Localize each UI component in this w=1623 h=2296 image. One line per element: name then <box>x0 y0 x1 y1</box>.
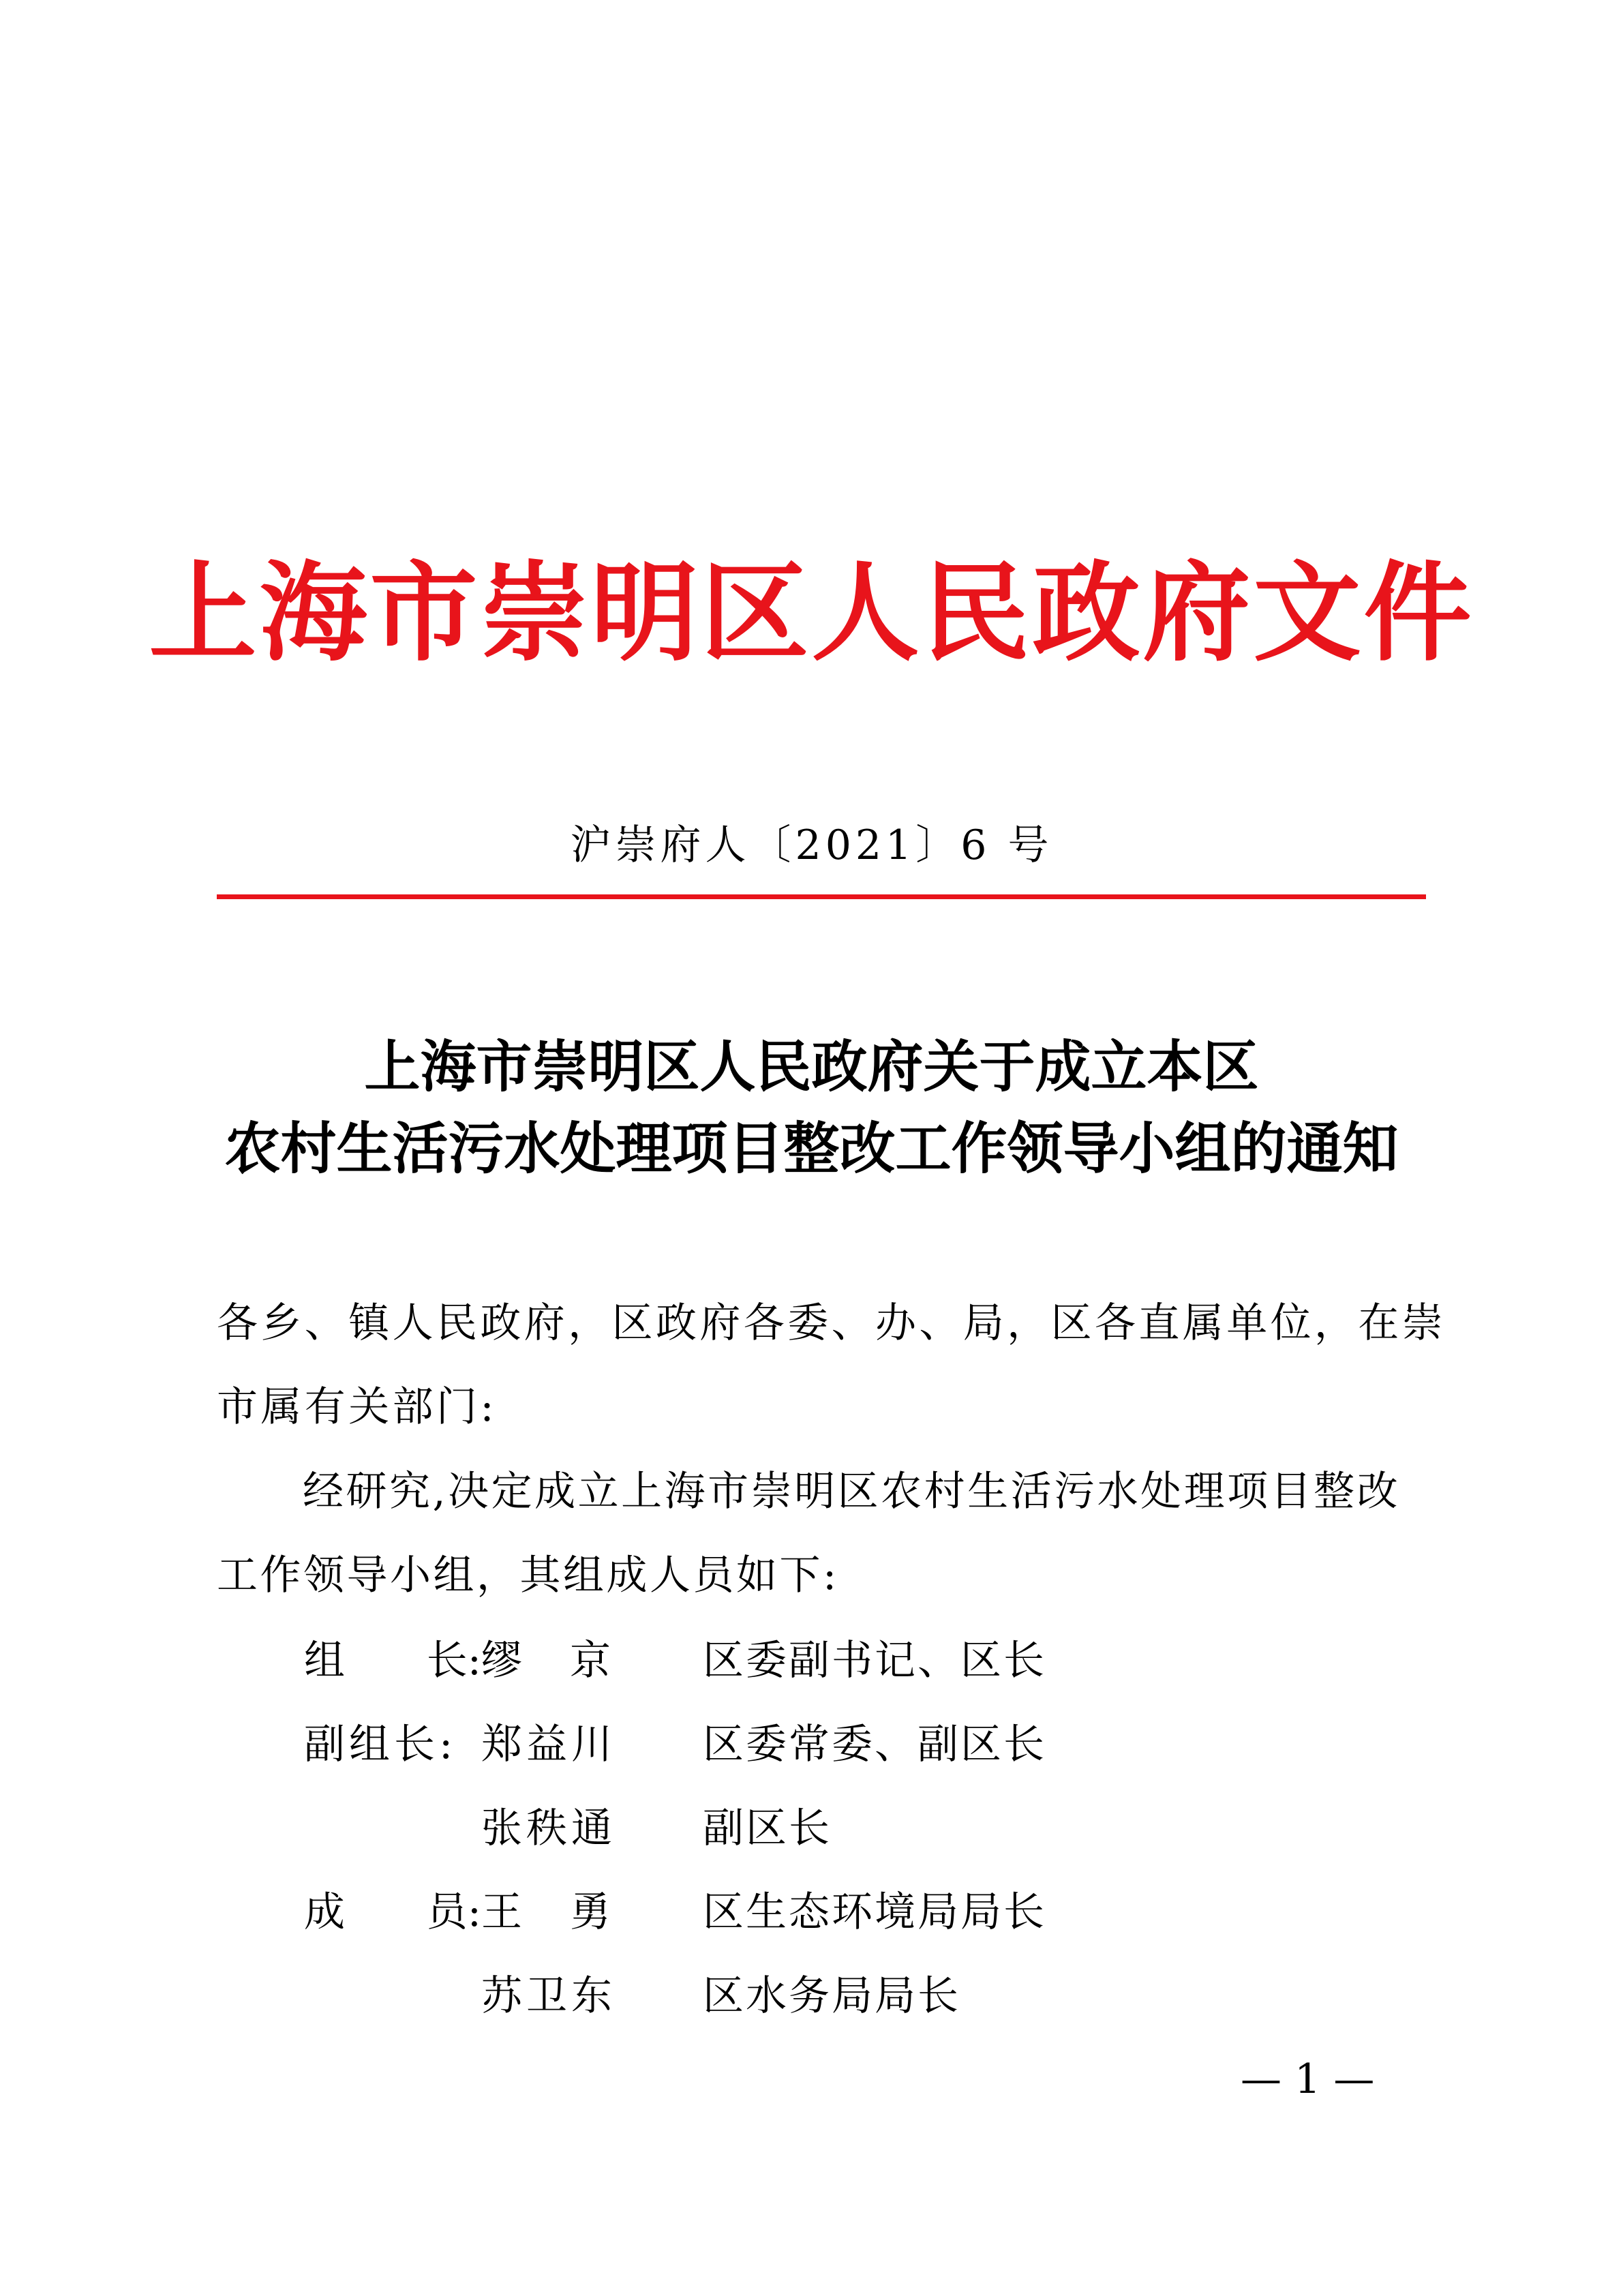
member-title: 区水务局局长 <box>703 1972 960 2020</box>
member-name: 缪 京 <box>481 1637 611 1685</box>
member-name: 张秩通 <box>481 1804 616 1852</box>
member-role: 成 员: <box>304 1888 481 1936</box>
member-title: 区委副书记、区长 <box>703 1637 1046 1685</box>
member-title: 区生态环境局局长 <box>703 1888 1046 1936</box>
document-title <box>0 1026 1623 1190</box>
addressee-line-2: 市属有关部门: <box>217 1383 498 1431</box>
addressee-paragraph <box>217 1282 1446 1449</box>
decision-line-2: 工作领导小组，其组成人员如下: <box>217 1552 839 1599</box>
document-masthead: 上海市崇明区人民政府文件 <box>149 550 1474 676</box>
decision-line-1: 经研究,决定成立上海市崇明区农村生活污水处理项目整改 <box>303 1468 1401 1515</box>
member-name: 苏卫东 <box>481 1972 616 2020</box>
title-line-1: 上海市崇明区人民政府关于成立本区 <box>364 1034 1259 1100</box>
decision-paragraph <box>217 1450 1426 1618</box>
member-name: 郑益川 <box>481 1721 616 1768</box>
page-number: — 1 — <box>1241 2055 1375 2103</box>
member-role: 组 长: <box>304 1637 481 1685</box>
title-line-2: 农村生活污水处理项目整改工作领导小组的通知 <box>224 1116 1399 1181</box>
addressee-line-1: 各乡、镇人民政府，区政府各委、办、局，区各直属单位，在崇 <box>217 1299 1446 1347</box>
red-separator-line <box>217 894 1426 899</box>
member-title: 副区长 <box>703 1804 832 1852</box>
member-name: 王 勇 <box>481 1888 611 1936</box>
member-role: 副组长: <box>304 1721 457 1768</box>
document-number: 沪崇府人〔2021〕6 号 <box>570 821 1053 869</box>
member-title: 区委常委、副区长 <box>703 1721 1046 1768</box>
